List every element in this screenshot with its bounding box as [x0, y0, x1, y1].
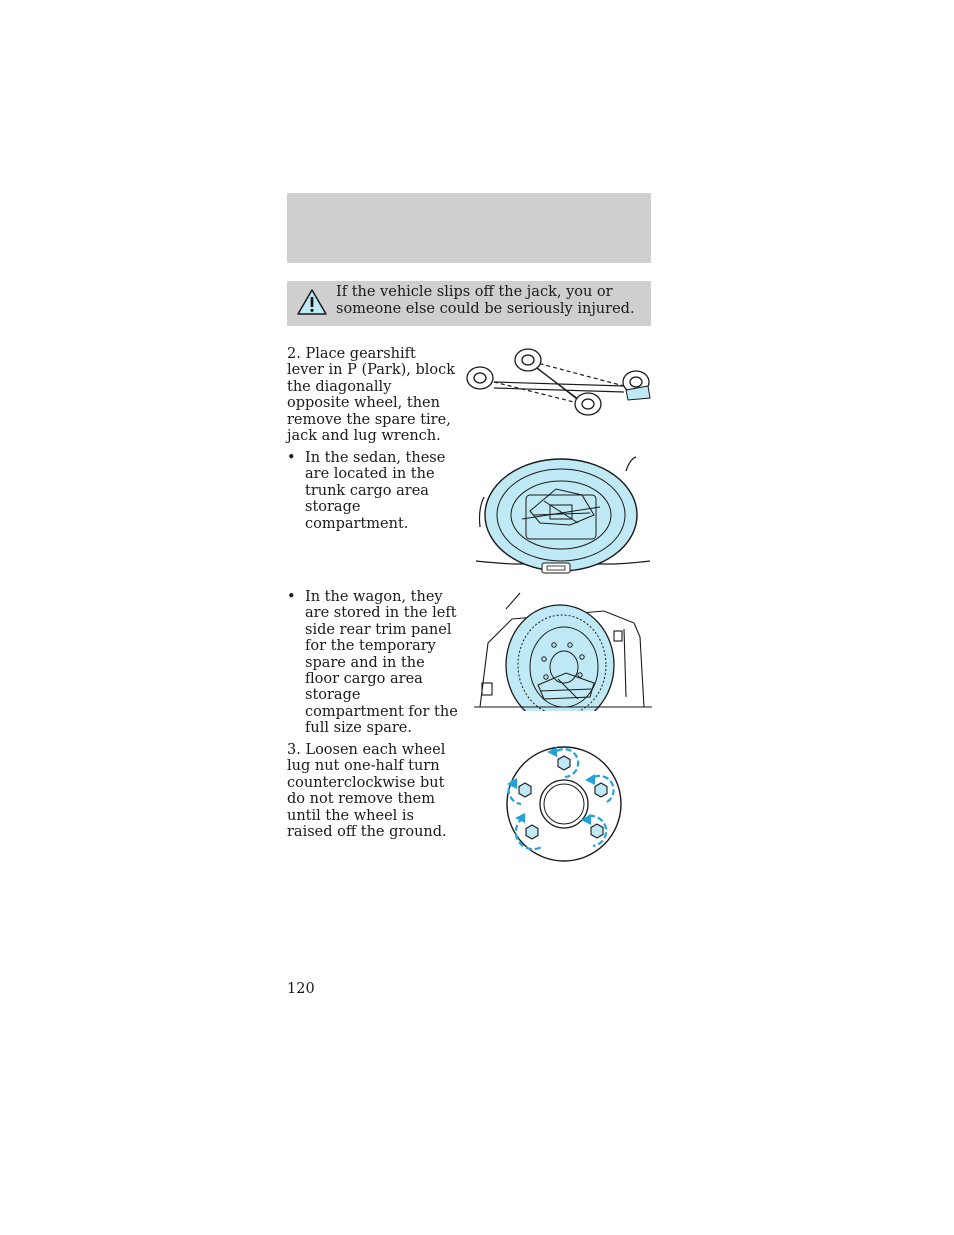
step-3-text: 3. Loosen each wheel lug nut one-half turn counterclockwise but do not remove them until the wheel is raised off the ground.: [287, 742, 447, 841]
bullet-symbol: •: [287, 589, 296, 605]
step-2-text: 2. Place gearshift lever in P (Park), block the diagonally opposite wheel, then remove the spare tire, jack and lug wrench.: [287, 346, 456, 445]
bullet-symbol: •: [287, 450, 296, 466]
wagon-spare-tire-illustration: [474, 589, 652, 711]
lug-nut-loosening-diagram: [505, 744, 623, 864]
section-header-band: [287, 193, 651, 263]
bullet-sedan-text: In the sedan, these are located in the trunk cargo area storage compartment.: [305, 450, 446, 532]
page-number: 120: [287, 981, 315, 997]
warning-triangle-icon: [296, 288, 328, 316]
warning-text: If the vehicle slips off the jack, you or someone else could be seriously injured.: [336, 284, 635, 317]
wheel-block-diagram: [466, 346, 652, 422]
bullet-wagon-text: In the wagon, they are stored in the left side rear trim panel for the temporary spare and in the floor cargo area storage compartment for the full size spare.: [305, 589, 458, 737]
warning-box: [287, 281, 651, 326]
sedan-spare-tire-illustration: [474, 449, 652, 577]
